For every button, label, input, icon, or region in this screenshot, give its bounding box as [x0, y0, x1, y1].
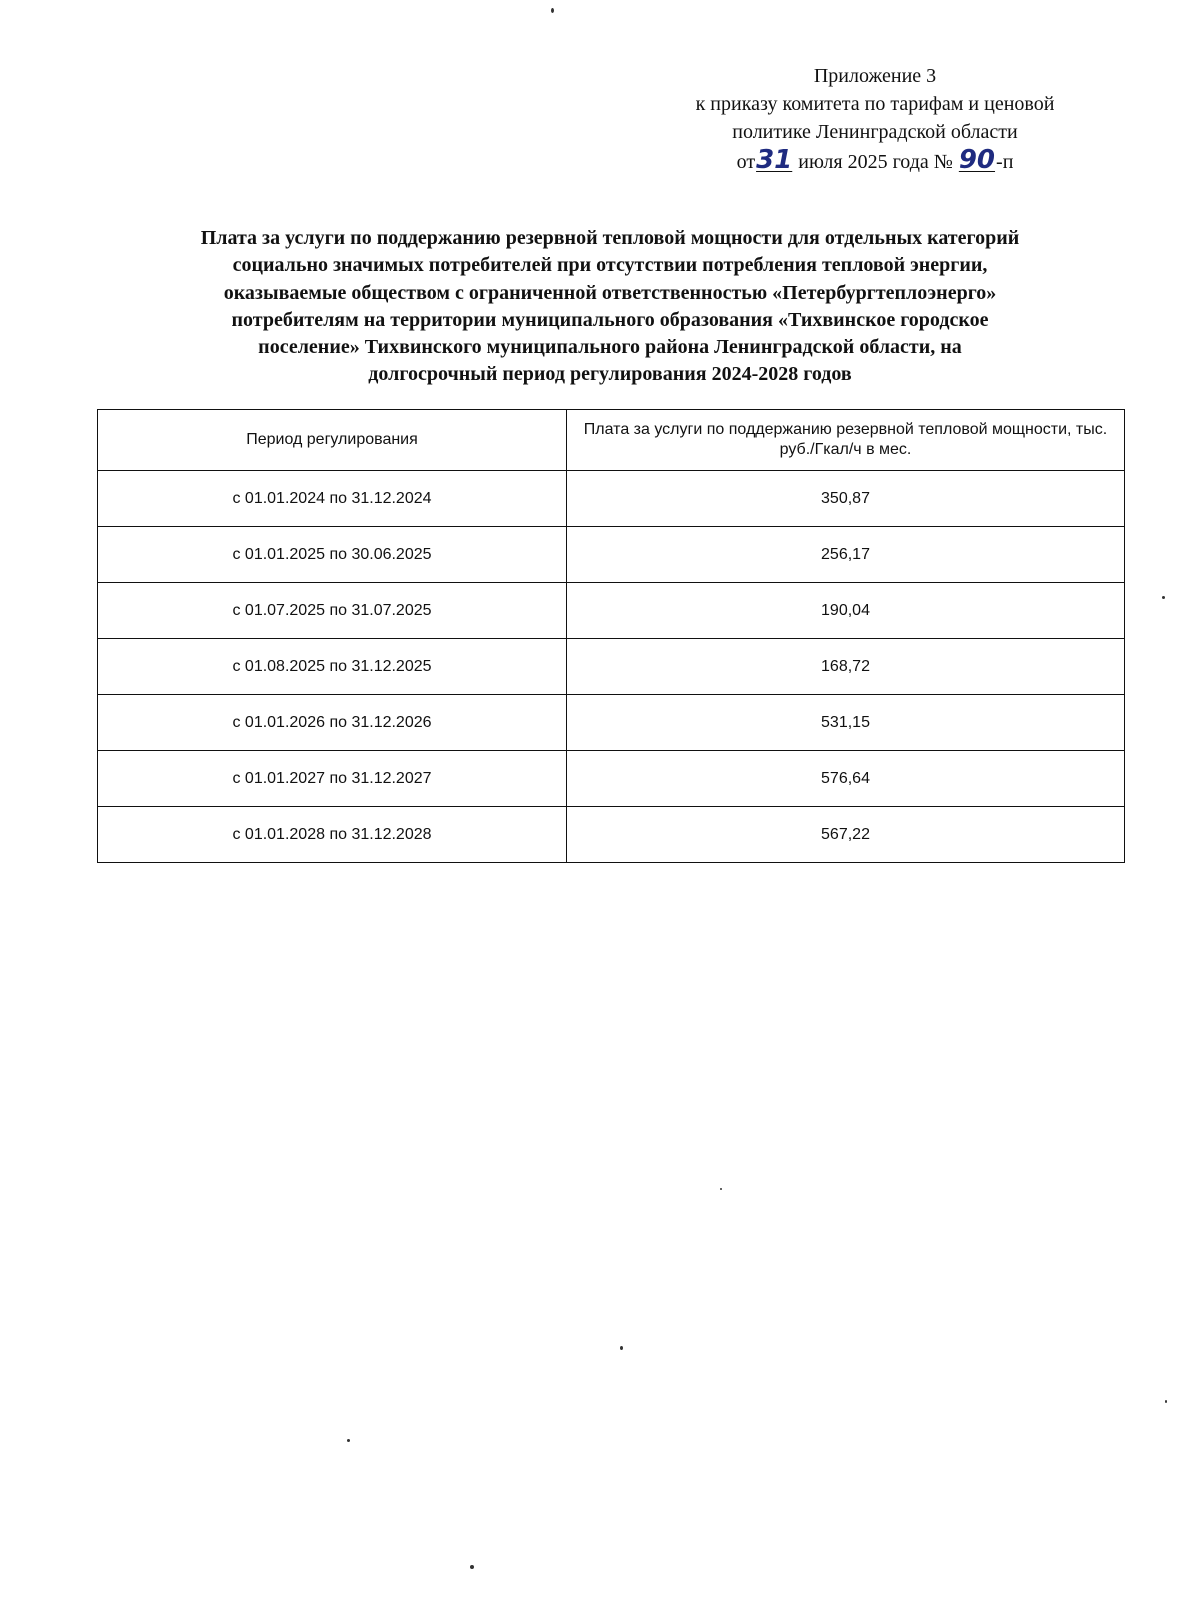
title-line: долгосрочный период регулирования 2024-2028 годов: [368, 363, 852, 386]
order-suffix: -п: [996, 151, 1014, 173]
period-cell: с 01.07.2025 по 31.07.2025: [98, 583, 567, 639]
table-header-row: [98, 410, 1125, 471]
table-row: [98, 527, 1125, 583]
scan-speck: [1162, 596, 1165, 599]
title-line: социально значимых потребителей при отсутствии потребления тепловой энергии,: [232, 254, 988, 277]
fee-cell: 576,64: [567, 751, 1125, 807]
table-row: [98, 471, 1125, 527]
period-cell: с 01.01.2025 по 30.06.2025: [98, 527, 567, 583]
title-line: оказываемые обществом с ограниченной ответственностью «Петербургтеплоэнерго»: [223, 281, 997, 304]
appendix-order-line: к приказу комитета по тарифам и ценовой: [695, 93, 1055, 115]
fee-cell: 190,04: [567, 583, 1125, 639]
fee-cell: 531,15: [567, 695, 1125, 751]
fee-cell: 256,17: [567, 527, 1125, 583]
column-header-fee: Плата за услуги по поддержанию резервной тепловой мощности, тыс. руб./Гкал/ч в мес.: [567, 410, 1125, 471]
table-row: [98, 583, 1125, 639]
scan-speck: [551, 8, 554, 13]
date-rest: июля 2025 года №: [798, 151, 953, 173]
column-header-period: Период регулирования: [98, 410, 567, 471]
appendix-committee-line: политике Ленинградской области: [732, 121, 1018, 143]
period-cell: с 01.01.2026 по 31.12.2026: [98, 695, 567, 751]
fee-cell: 350,87: [567, 471, 1125, 527]
handwritten-order-number: 90: [958, 145, 996, 175]
period-cell: с 01.01.2028 по 31.12.2028: [98, 807, 567, 863]
appendix-date-line: [640, 146, 1110, 176]
appendix-title: Приложение 3: [813, 65, 937, 87]
scan-speck: [347, 1439, 350, 1442]
table-row: [98, 639, 1125, 695]
scan-speck: [620, 1346, 623, 1350]
period-cell: с 01.08.2025 по 31.12.2025: [98, 639, 567, 695]
title-line: поселение» Тихвинского муниципального района Ленинградской области, на: [258, 336, 962, 359]
fee-cell: 168,72: [567, 639, 1125, 695]
tariff-table: [97, 409, 1125, 863]
appendix-block: [640, 62, 1110, 176]
table-row: [98, 695, 1125, 751]
date-prefix: от: [736, 151, 756, 173]
period-cell: с 01.01.2027 по 31.12.2027: [98, 751, 567, 807]
table-row: [98, 751, 1125, 807]
scan-speck: [470, 1565, 474, 1569]
scan-speck: [720, 1188, 722, 1190]
scan-speck: [1165, 1400, 1167, 1403]
title-line: потребителям на территории муниципального образования «Тихвинское городское: [231, 308, 989, 331]
fee-cell: 567,22: [567, 807, 1125, 863]
period-cell: с 01.01.2024 по 31.12.2024: [98, 471, 567, 527]
title-line: Плата за услуги по поддержанию резервной тепловой мощности для отдельных категорий: [200, 227, 1020, 249]
handwritten-day: 31: [756, 145, 793, 175]
document-title: [70, 225, 1150, 389]
table-row: [98, 807, 1125, 863]
